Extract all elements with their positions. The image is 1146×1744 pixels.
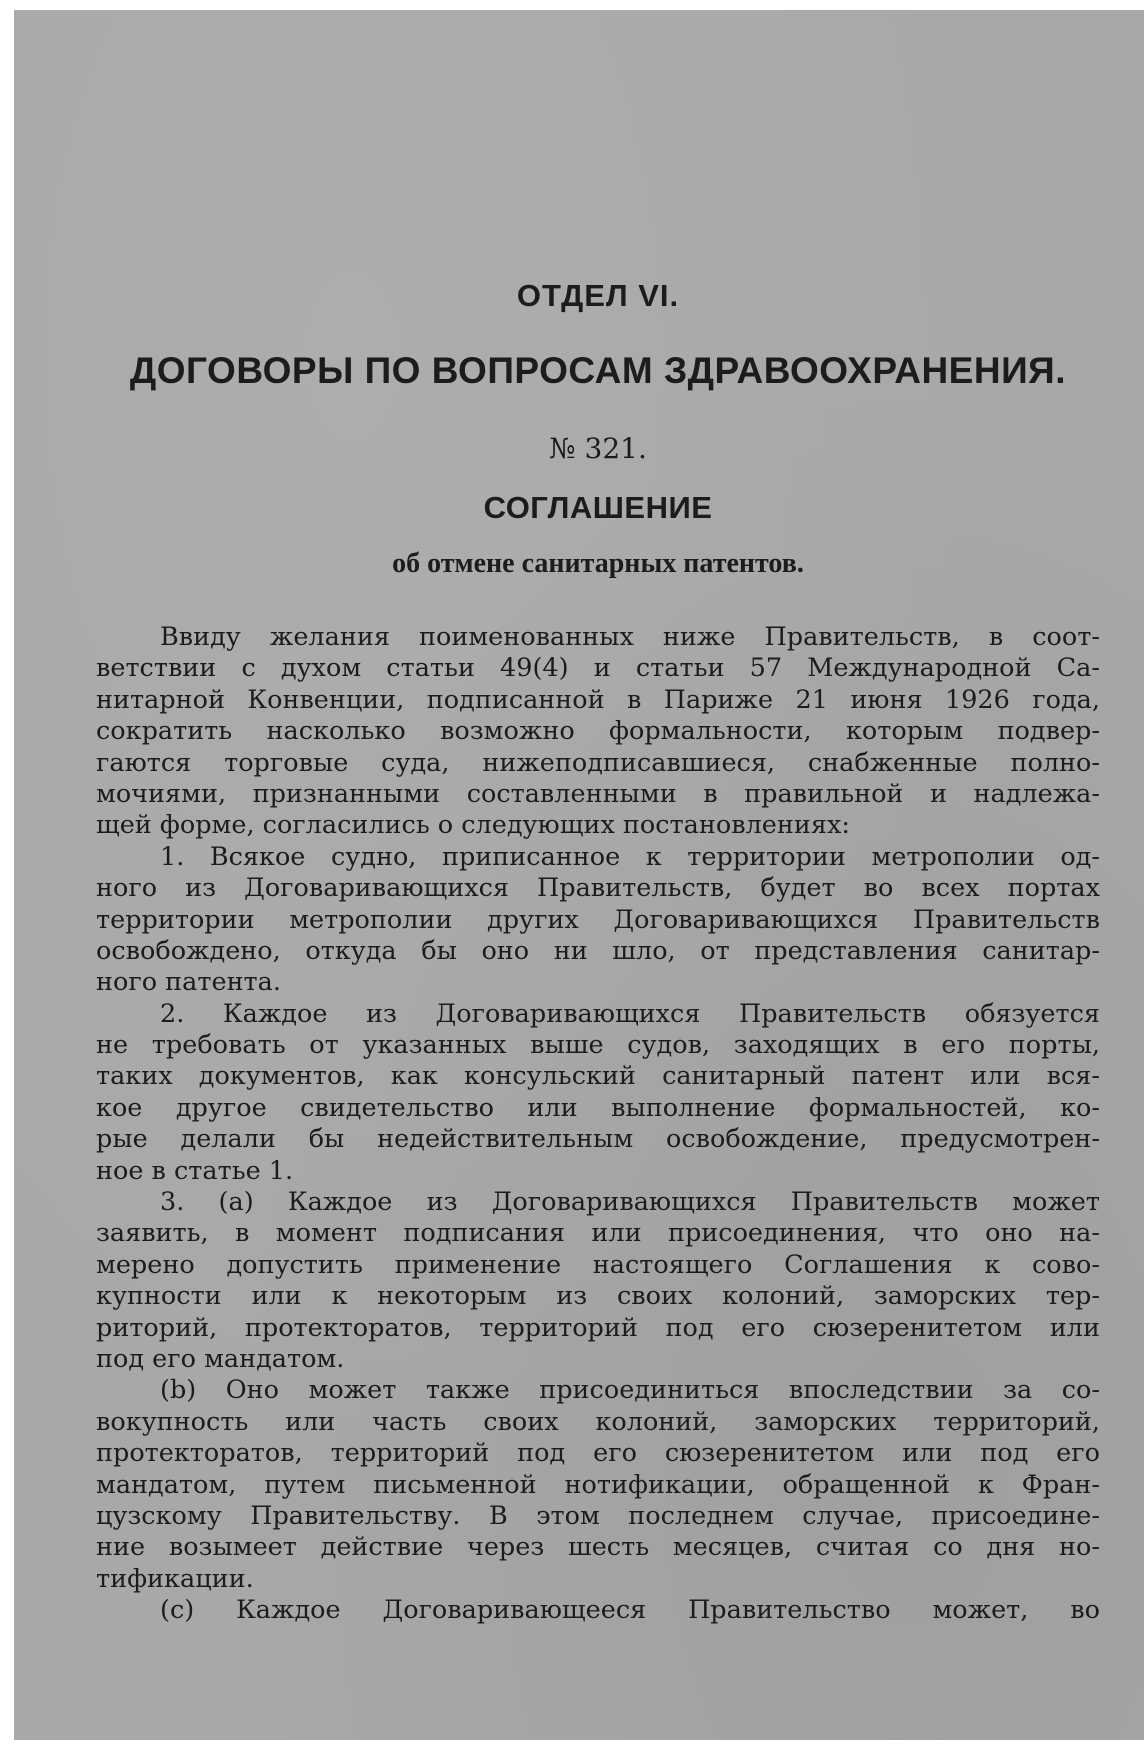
paragraph bbox=[96, 999, 1100, 1187]
text-line: ветствии с духом статьи 49(4) и статьи 57 Международной Са- bbox=[96, 653, 1100, 684]
body-text bbox=[96, 622, 1100, 1627]
section-label: ОТДЕЛ VI. bbox=[516, 278, 680, 313]
paragraph bbox=[96, 622, 1100, 842]
text-line: освобождено, откуда бы оно ни шло, от представления санитар- bbox=[96, 935, 1100, 966]
text-line: (b) Оно может также присоединиться впоследствии за со- bbox=[160, 1375, 1100, 1406]
text-line: (c) Каждое Договаривающееся Правительство может, во bbox=[160, 1595, 1100, 1626]
paragraph bbox=[96, 842, 1100, 999]
text-line: мочиями, признанными составленными в правильной и надлежа- bbox=[96, 778, 1100, 809]
paragraph bbox=[96, 1187, 1100, 1375]
text-line: ного патента. bbox=[96, 967, 281, 998]
text-line: протекторатов, территорий под его сюзеренитетом или под его bbox=[96, 1438, 1100, 1469]
text-line: Ввиду желания поименованных ниже Правительств, в соот- bbox=[160, 622, 1100, 652]
text-line: цузскому Правительству. В этом последнем случае, присоедине- bbox=[96, 1500, 1100, 1531]
text-line: 2. Каждое из Договаривающихся Правительств обязуется bbox=[160, 998, 1100, 1029]
text-line: рые делали бы недействительным освобождение, предусмотрен- bbox=[96, 1124, 1100, 1155]
text-line: заявить, в момент подписания или присоединения, что оно на- bbox=[96, 1218, 1100, 1249]
paragraph bbox=[96, 1375, 1100, 1595]
text-line: вокупность или часть своих колоний, заморских территорий, bbox=[96, 1406, 1100, 1437]
document-type: СОГЛАШЕНИЕ bbox=[483, 490, 713, 525]
text-line: 1. Всякое судно, приписанное к территории метрополии од- bbox=[160, 841, 1100, 872]
text-line: ние возымеет действие через шесть месяцев, считая со дня но- bbox=[96, 1532, 1100, 1563]
text-line: сократить насколько возможно формальности, которым подвер- bbox=[96, 716, 1100, 747]
text-line: ное в статье 1. bbox=[96, 1155, 294, 1186]
text-line: риторий, протекторатов, территорий под его сюзеренитетом или bbox=[96, 1312, 1100, 1343]
text-line: территории метрополии других Договаривающихся Правительств bbox=[96, 904, 1100, 935]
text-line: таких документов, как консульский санитарный патент или вся- bbox=[96, 1061, 1100, 1092]
document-page bbox=[96, 278, 1100, 1627]
paragraph bbox=[96, 1595, 1100, 1626]
text-line: мерено допустить применение настоящего Соглашения к сово- bbox=[96, 1249, 1100, 1280]
text-line: не требовать от указанных выше судов, заходящих в его порты, bbox=[96, 1030, 1100, 1061]
text-line: тификации. bbox=[96, 1563, 254, 1594]
text-line: щей форме, согласились о следующих постановлениях: bbox=[96, 810, 850, 841]
text-line: 3. (а) Каждое из Договаривающихся Правительств может bbox=[160, 1187, 1100, 1218]
text-line: мандатом, путем письменной нотификации, обращенной к Фран- bbox=[96, 1469, 1100, 1500]
text-line: кое другое свидетельство или выполнение формальностей, ко- bbox=[96, 1092, 1100, 1123]
text-line: под его мандатом. bbox=[96, 1343, 345, 1374]
document-number: № 321. bbox=[549, 432, 647, 465]
document-subtitle: об отмене санитарных патентов. bbox=[392, 548, 804, 579]
section-title: ДОГОВОРЫ ПО ВОПРОСАМ ЗДРАВООХРАНЕНИЯ. bbox=[129, 350, 1067, 391]
text-line: гаются торговые суда, нижеподписавшиеся, снабженные полно- bbox=[96, 747, 1100, 778]
text-line: нитарной Конвенции, подписанной в Париже 21 июня 1926 года, bbox=[96, 684, 1100, 715]
text-line: купности или к некоторым из своих колоний, заморских тер- bbox=[96, 1281, 1100, 1312]
text-line: ного из Договаривающихся Правительств, будет во всех портах bbox=[96, 873, 1100, 904]
